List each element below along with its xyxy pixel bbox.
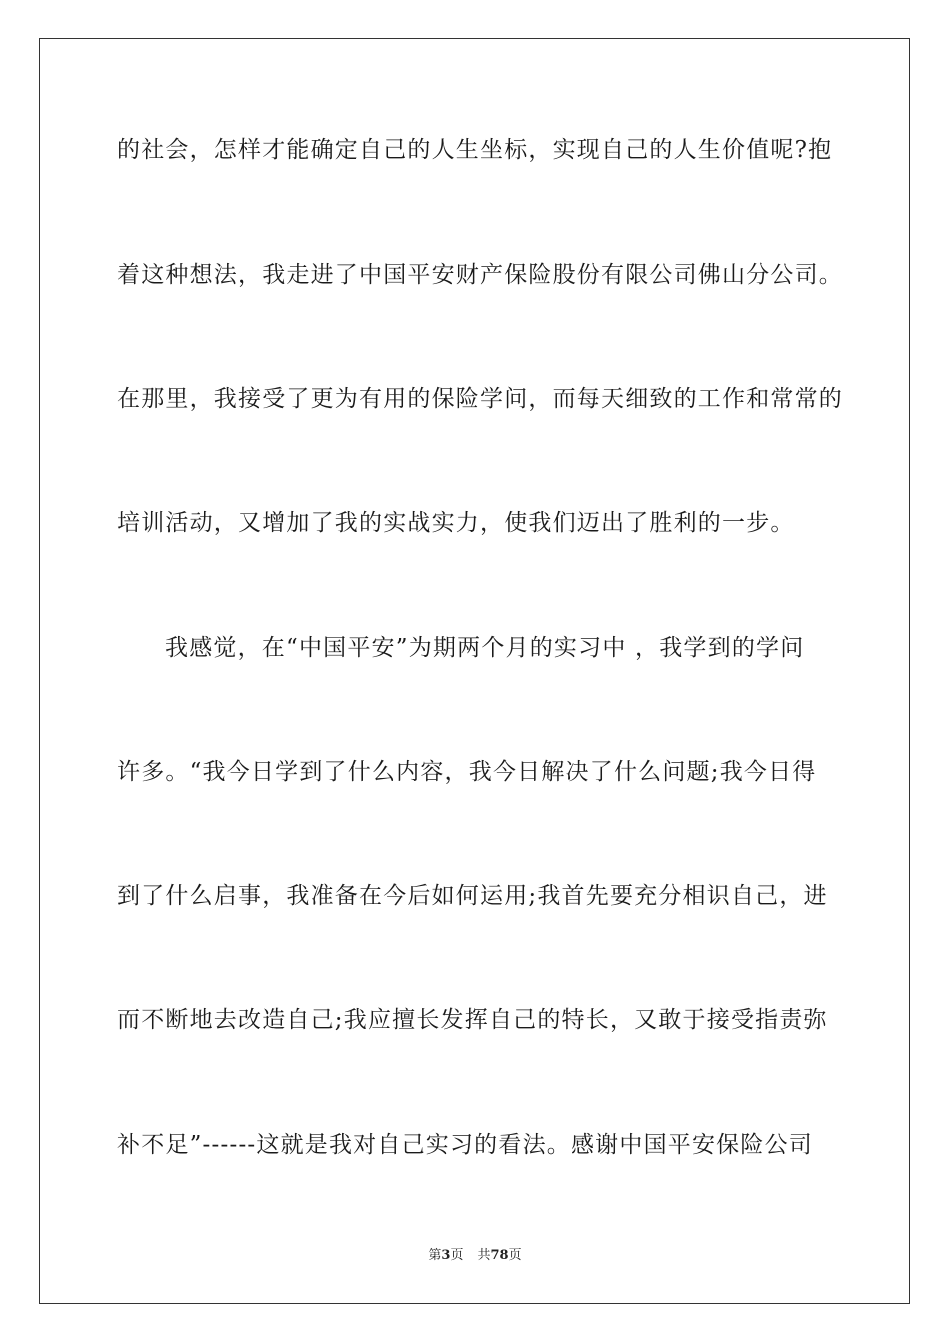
page-number: 3: [441, 1248, 451, 1263]
body-line-8: 而不断地去改造自己;我应擅长发挥自己的特长，又敢于接受指责弥: [117, 1007, 828, 1033]
page-border: [39, 38, 910, 1304]
body-line-2: 着这种想法，我走进了中国平安财产保险股份有限公司佛山分公司。: [117, 262, 843, 288]
body-line-1: 的社会，怎样才能确定自己的人生坐标，实现自己的人生价值呢?抱: [117, 137, 833, 163]
total-pages: 78: [490, 1248, 509, 1263]
total-prefix: 共: [477, 1248, 491, 1263]
page-prefix: 第: [428, 1248, 442, 1263]
body-line-7: 到了什么启事，我准备在今后如何运用;我首先要充分相识自己，进: [117, 883, 828, 909]
total-suffix: 页: [508, 1248, 522, 1263]
page-suffix: 页: [450, 1248, 464, 1263]
body-line-6: 许多。“我今日学到了什么内容，我今日解决了什么问题;我今日得: [117, 759, 817, 785]
body-line-5: 我感觉，在“中国平安”为期两个月的实习中 ，我学到的学问: [165, 635, 805, 661]
page-footer: [0, 1248, 950, 1264]
body-line-3: 在那里，我接受了更为有用的保险学问，而每天细致的工作和常常的: [117, 386, 843, 412]
body-line-4: 培训活动，又增加了我的实战实力，使我们迈出了胜利的一步。: [117, 510, 795, 536]
body-line-9: 补不足”------这就是我对自己实习的看法。感谢中国平安保险公司: [117, 1132, 813, 1158]
